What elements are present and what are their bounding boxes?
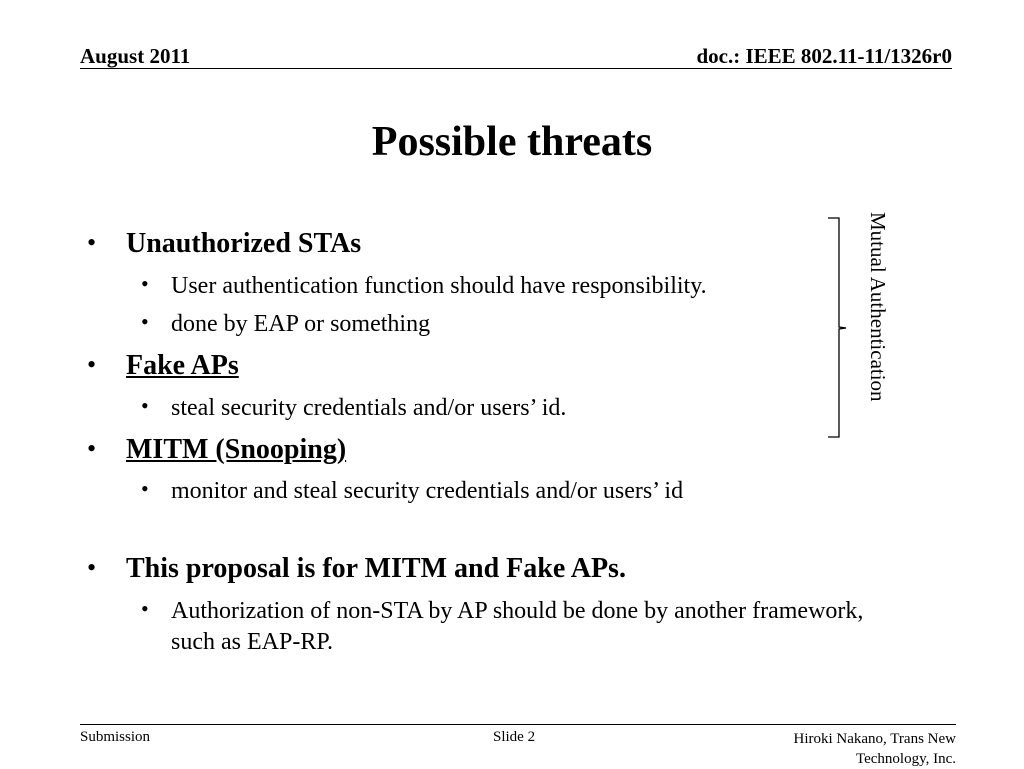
bullet-text: Unauthorized STAs xyxy=(126,228,362,259)
mutual-authentication-label: Mutual Authentication xyxy=(866,212,890,402)
footer-submission: Submission xyxy=(80,729,151,745)
bullet-icon: • xyxy=(87,434,97,463)
sub-bullet-text: done by EAP or something xyxy=(171,311,431,337)
sub-bullet-icon: • xyxy=(141,476,149,501)
footer-author: Hiroki Nakano, Trans New Technology, Inc. xyxy=(793,731,956,767)
sub-bullet-text: User authentication function should have responsibility. xyxy=(171,273,707,299)
slide-title: Possible threats xyxy=(371,119,653,165)
sub-bullet-icon: • xyxy=(141,309,149,334)
bullet-icon: • xyxy=(87,350,97,379)
footer-rule xyxy=(80,724,956,725)
sub-bullet-text: monitor and steal security credentials and/or users’ id xyxy=(171,478,684,504)
sub-bullet-icon: • xyxy=(141,596,149,621)
sub-bullet-text: Authorization of non-STA by AP should be done by another framework, such as EAP-RP. xyxy=(171,598,864,655)
right-bracket-icon xyxy=(822,217,852,439)
header-rule xyxy=(80,68,952,69)
sub-bullet-icon: • xyxy=(141,393,149,418)
bullet-icon: • xyxy=(87,553,97,582)
bullet-icon: • xyxy=(87,228,97,257)
header-date: August 2011 xyxy=(80,44,191,68)
sub-bullet-icon: • xyxy=(141,271,149,296)
bullet-text: Fake APs xyxy=(126,350,239,381)
footer-slide-number: Slide 2 xyxy=(493,729,536,745)
bullet-text: MITM (Snooping) xyxy=(126,434,347,465)
bullet-text: This proposal is for MITM and Fake APs. xyxy=(126,553,626,584)
sub-bullet-text: steal security credentials and/or users’ id. xyxy=(171,395,567,421)
header-doc-id: doc.: IEEE 802.11-11/1326r0 xyxy=(696,44,952,68)
